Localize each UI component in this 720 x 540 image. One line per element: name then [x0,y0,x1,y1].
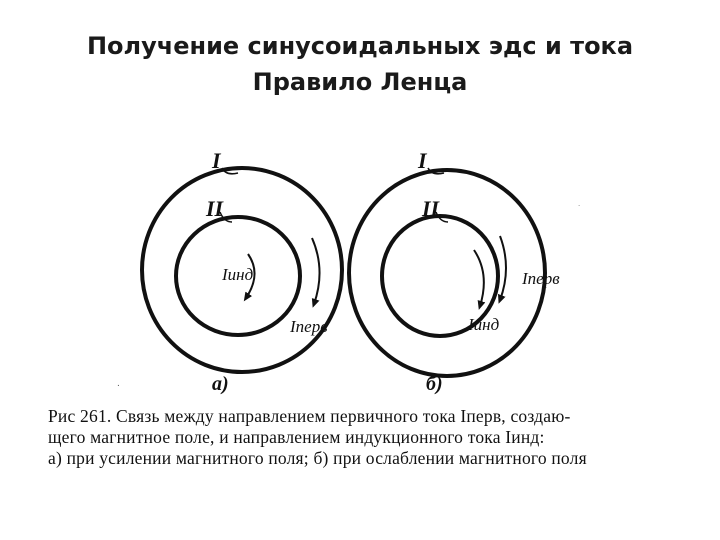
primary-current-arrow-right [500,236,506,300]
caption-line-2: щего магнитное поле, и направлением индукционного тока Iинд: [48,427,545,447]
inner-coil-label-left: II [206,196,224,221]
speck-right: . [578,199,581,208]
title-line-1: Получение синусоидальных эдс и тока [86,32,634,60]
induced-current-label-right: Iинд [468,315,500,334]
induced-current-arrow-right [474,250,484,306]
right-panel [349,148,580,395]
speck-left: . [117,378,120,389]
caption-line-1: Рис 261. Связь между направлением первичного тока Iперв, создаю- [48,406,571,426]
primary-current-label-right: Iперв [522,269,560,288]
title-line-2: Правило Ленца [252,68,468,96]
caption-line-3: а) при усилении магнитного поля; б) при ослаблении магнитного поля [48,448,587,468]
primary-current-arrow-left [312,238,320,304]
outer-coil-label-right: I [418,148,427,173]
outer-coil-label-left: I [212,148,221,173]
induced-current-label-left: Iинд [222,265,254,284]
panel-label-a: a) [212,373,229,395]
inner-coil-label-right: II [422,196,440,221]
left-panel [117,148,342,395]
figure-caption [48,406,678,469]
primary-current-label-left: Iперв [290,317,328,336]
outer-ring-right [349,170,545,376]
panel-label-b: б) [426,373,443,395]
